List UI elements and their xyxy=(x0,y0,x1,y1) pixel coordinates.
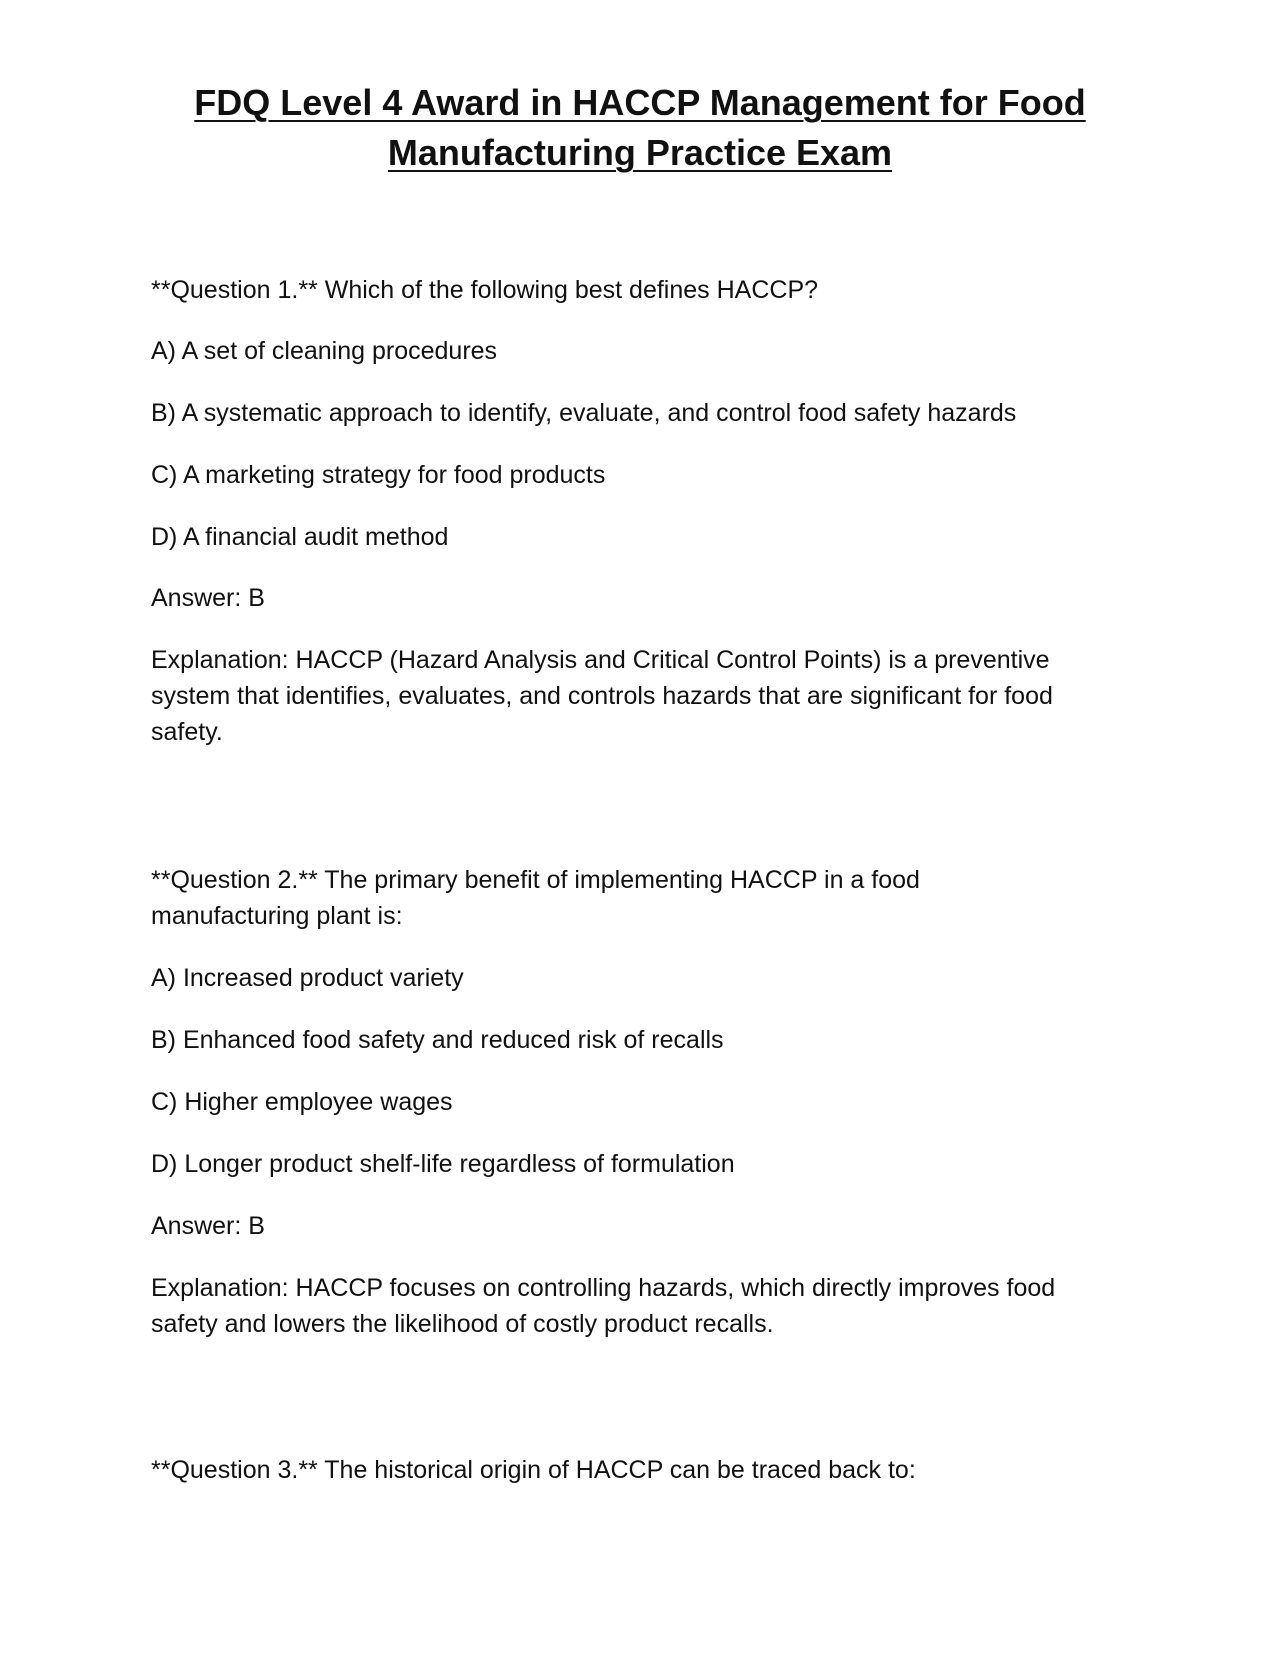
question-1-option-a: A) A set of cleaning procedures xyxy=(151,337,498,365)
question-2-option-b: B) Enhanced food safety and reduced risk of recalls xyxy=(151,1026,724,1054)
question-2-explanation-line-1: Explanation: HACCP focuses on controlling hazards, which directly improves food xyxy=(151,1274,1056,1302)
question-1-option-b: B) A systematic approach to identify, evaluate, and control food safety hazards xyxy=(151,399,1017,427)
question-1-answer: Answer: B xyxy=(151,584,265,612)
question-2-option-c: C) Higher employee wages xyxy=(151,1088,453,1116)
question-2-prompt-line-2: manufacturing plant is: xyxy=(151,902,403,930)
question-3-prompt: **Question 3.** The historical origin of HACCP can be traced back to: xyxy=(151,1456,916,1484)
question-2-option-a: A) Increased product variety xyxy=(151,964,464,992)
question-1-explanation-line-3: safety. xyxy=(151,718,223,746)
title-line-2: Manufacturing Practice Exam xyxy=(387,132,893,173)
question-2-prompt-line-1: **Question 2.** The primary benefit of implementing HACCP in a food xyxy=(151,866,920,894)
question-1-option-d: D) A financial audit method xyxy=(151,523,449,551)
document-title xyxy=(140,78,1140,178)
question-2-option-d: D) Longer product shelf-life regardless of formulation xyxy=(151,1150,735,1178)
question-2-explanation-line-2: safety and lowers the likelihood of costly product recalls. xyxy=(151,1310,774,1338)
question-1-explanation-line-1: Explanation: HACCP (Hazard Analysis and Critical Control Points) is a preventive xyxy=(151,646,1050,674)
title-line-1: FDQ Level 4 Award in HACCP Management for Food xyxy=(194,82,1086,123)
question-1-prompt: **Question 1.** Which of the following best defines HACCP? xyxy=(151,276,819,304)
question-1-explanation-line-2: system that identifies, evaluates, and controls hazards that are significant for food xyxy=(151,682,1053,710)
question-2-answer: Answer: B xyxy=(151,1212,265,1240)
question-1-option-c: C) A marketing strategy for food products xyxy=(151,461,606,489)
